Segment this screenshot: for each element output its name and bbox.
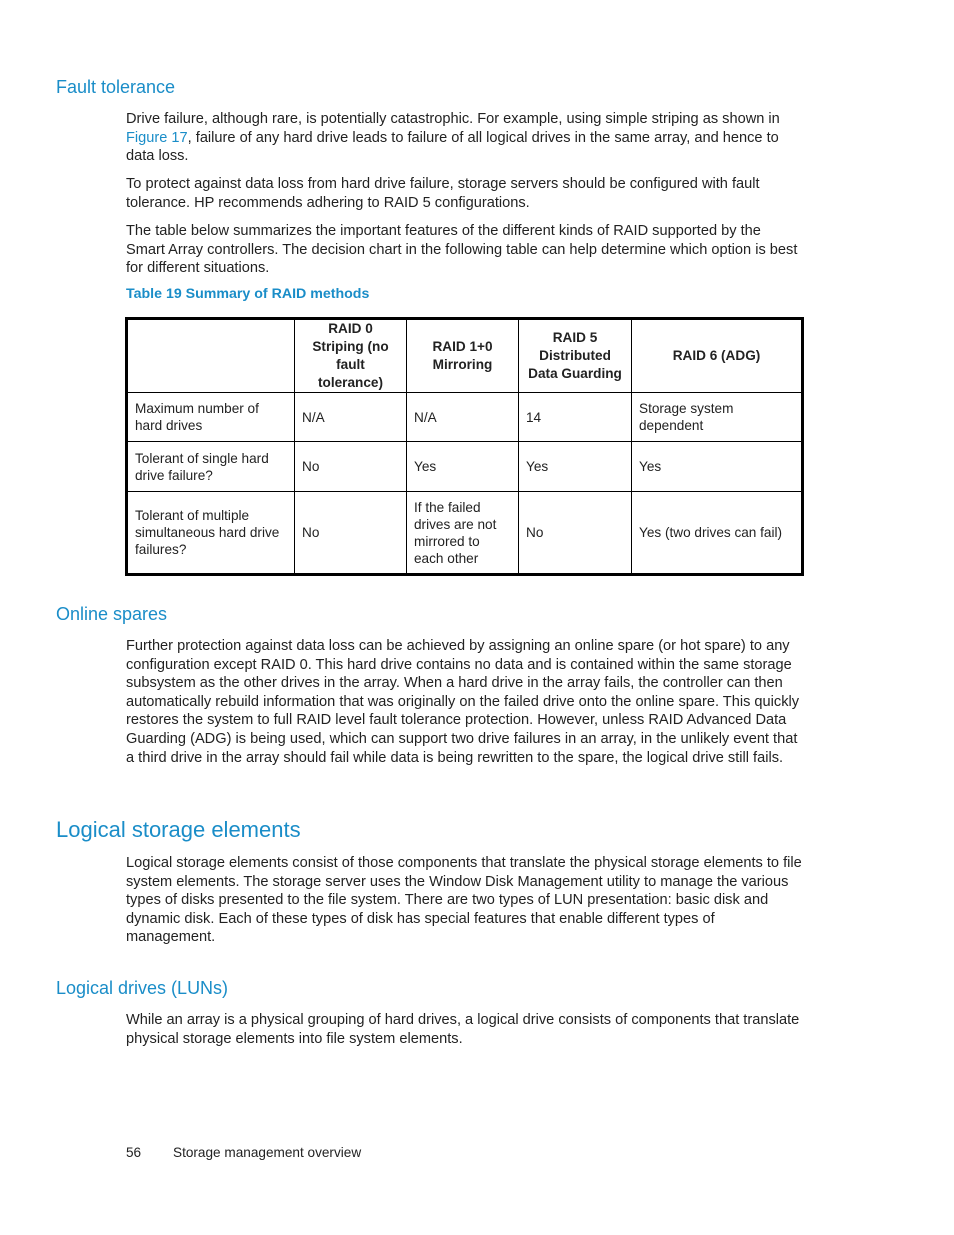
table-cell: Yes — [519, 442, 632, 492]
table-cell: No — [295, 492, 407, 575]
paragraph-fault-tolerance-2: To protect against data loss from hard drive failure, storage servers should be configured with fault tolerance. HP recommends adhering to RAID 5 configurations. — [126, 176, 760, 211]
table-cell: No — [519, 492, 632, 575]
page-number: 56 — [126, 1145, 142, 1160]
paragraph-online-spares: Further protection against data loss can be achieved by assigning an online spare (or hot spare) to any configuration except RAID 0. This hard drive contains no data and is contained within the same storage subsystem as the other drives in the array. When a hard drive in the array fails, the controller can then automatically rebuild information that was originally on the failed drive onto the online spare. This quickly restores the system to full RAID level fault tolerance protection. However, unless RAID Advanced Data Guarding (ADG) is being used, which can support two drive failures in an array, in the unlikely event that a third drive in the array should fail while data is being rewritten to the spare, the logical drive still fails. — [126, 638, 800, 766]
table-caption: Table 19 Summary of RAID methods — [126, 286, 370, 302]
row-label-cell: Tolerant of multiple simultaneous hard drive failures? — [127, 492, 295, 575]
raid-summary-table — [125, 317, 804, 576]
table-cell: Storage system dependent — [632, 393, 803, 442]
paragraph-fault-tolerance-1 — [126, 110, 802, 166]
table-cell: N/A — [295, 393, 407, 442]
heading-fault-tolerance: Fault tolerance — [56, 77, 176, 97]
heading-logical-drives: Logical drives (LUNs) — [56, 978, 229, 998]
header-cell-raid-5: RAID 5 Distributed Data Guarding — [519, 319, 632, 393]
table-cell: No — [295, 442, 407, 492]
paragraph-logical-drives: While an array is a physical grouping of hard drives, a logical drive consists of components that translate physical storage elements into file system elements. — [126, 1012, 800, 1047]
paragraph-fault-tolerance-3: The table below summarizes the important features of the different kinds of RAID supported by the Smart Array controllers. The decision chart in the following table can help determine which option is best for different situations. — [126, 223, 798, 277]
figure-17-link[interactable]: Figure 17 — [126, 129, 188, 146]
table-cell: Yes — [632, 442, 803, 492]
table-cell: If the failed drives are not mirrored to each other — [407, 492, 519, 575]
row-label-cell: Maximum number of hard drives — [127, 393, 295, 442]
table-cell: Yes — [407, 442, 519, 492]
table-row — [127, 442, 803, 492]
header-cell-raid-0: RAID 0 Striping (no fault tolerance) — [295, 319, 407, 393]
table-row — [127, 393, 803, 442]
paragraph-logical-storage: Logical storage elements consist of those components that translate the physical storage elements to file system elements. The storage server uses the Window Disk Management utility to manage the various types of disks presented to the file system. There are two types of LUN presentation: basic disk and dynamic disk. Each of these types of disk has special features that enable different types of management. — [126, 855, 802, 946]
heading-logical-storage-elements: Logical storage elements — [56, 817, 301, 842]
footer-section-title: Storage management overview — [173, 1145, 362, 1160]
paragraph-text: , failure of any hard drive leads to failure of all logical drives in the same array, and hence to data loss. — [126, 129, 779, 165]
table-cell: 14 — [519, 393, 632, 442]
header-cell-raid-10: RAID 1+0 Mirroring — [407, 319, 519, 393]
table-cell: N/A — [407, 393, 519, 442]
paragraph-text: Drive failure, although rare, is potentially catastrophic. For example, using simple striping as shown in — [126, 111, 780, 127]
heading-online-spares: Online spares — [56, 604, 168, 624]
table-cell: Yes (two drives can fail) — [632, 492, 803, 575]
header-cell-raid-6: RAID 6 (ADG) — [632, 319, 803, 393]
table-header-row — [127, 319, 803, 393]
table-row — [127, 492, 803, 575]
header-cell-empty — [127, 319, 295, 393]
row-label-cell: Tolerant of single hard drive failure? — [127, 442, 295, 492]
